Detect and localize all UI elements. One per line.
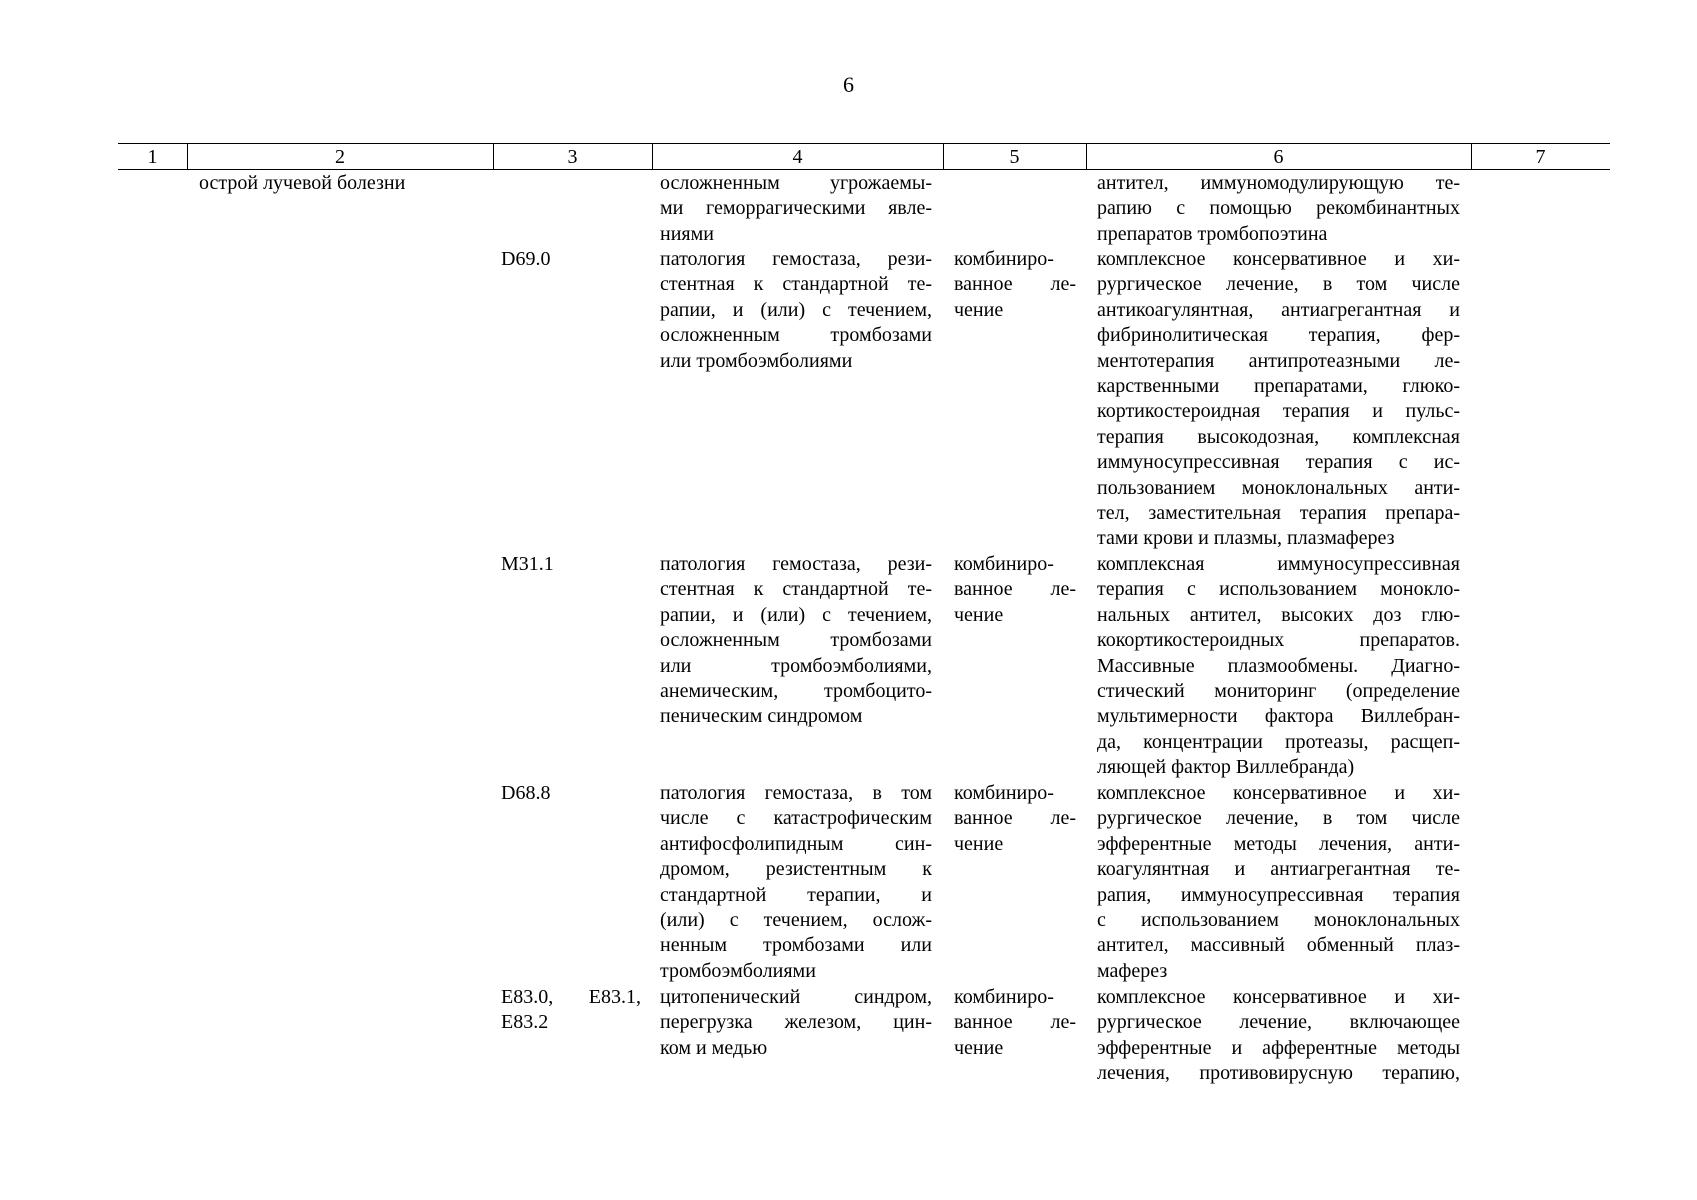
text-line: стентная к стандартной те- [660,578,932,601]
text-line: осложненным тромбозами [660,629,932,652]
text-line: ляющей фактор Виллебранда) [1097,756,1355,779]
text-line: (или) с течением, ослож- [660,908,932,931]
text-line: ванное ле- [954,273,1076,296]
icd-code-cell [501,781,641,806]
text-line: ванное ле- [954,1011,1076,1034]
text-line: патология гемостаза, рези- [660,553,932,575]
text-line: кортикостероидная терапия и пульс- [1097,400,1460,423]
text-line: чение [954,1036,1004,1059]
text-line: нальных антител, высоких доз глю- [1097,603,1460,626]
column-number: 6 [1273,146,1284,168]
text-line: острой лучевой болезни [199,172,406,194]
icd-code-cell [501,552,641,577]
text-line: стентная к стандартной те- [660,273,932,296]
text-line: антител, массивный обменный плаз- [1097,934,1460,957]
text-line: M31.1 [501,553,554,575]
text-line: чение [954,298,1004,321]
page-number: 6 [843,72,854,97]
method-cell [1097,781,1460,984]
condition-cell [660,552,932,730]
treatment-type-cell [954,985,1076,1061]
text-line: ванное ле- [954,578,1076,601]
text-line: ванное ле- [954,807,1076,830]
text-line: ми геморрагическими явле- [660,197,932,220]
text-line: терапия высокодозная, комплексная [1097,425,1460,448]
text-line: анемическим, тромбоцито- [660,679,932,702]
text-line: стический мониторинг (определение [1097,679,1460,702]
icd-code-cell [501,985,641,1036]
text-line: комбиниро- [954,782,1054,804]
text-line: рапию с помощью рекомбинантных [1097,197,1460,220]
text-line: рургическое лечение, включающее [1097,1011,1460,1034]
column-number: 1 [147,146,158,168]
text-line: комбиниро- [954,248,1054,270]
text-line: антифосфолипидным син- [660,832,932,855]
text-line: с использованием моноклональных [1097,908,1460,931]
header-top-rule [118,143,1610,144]
condition-cell [660,171,932,247]
condition-cell [660,985,932,1061]
text-line: Массивные плазмообмены. Диагно- [1097,654,1460,677]
text-line: тромбоэмболиями [660,959,816,982]
text-line: комбиниро- [954,986,1054,1008]
condition-cell [660,781,932,984]
text-line: осложненным тромбозами [660,324,932,347]
text-line: терапия с использованием монокло- [1097,578,1460,601]
treatment-type-cell [954,247,1076,323]
text-line: числе с катастрофическим [660,807,932,830]
text-line: иммуносупрессивная терапия с ис- [1097,451,1460,474]
text-line: комплексное консервативное и хи- [1097,248,1460,270]
text-line: чение [954,832,1004,855]
treatment-type-cell [954,781,1076,857]
column-number: 3 [567,146,578,168]
icd-code-cell [501,247,641,272]
text-line: пеническим синдромом [660,705,863,728]
text-line: дромом, резистентным к [660,858,932,881]
text-line: D68.8 [501,782,551,804]
text-line: коагулянтная и антиагрегантная те- [1097,858,1460,881]
column-number: 2 [335,146,345,168]
text-line: осложненным угрожаемы- [660,172,932,194]
method-cell [1097,247,1460,552]
text-line: тами крови и плазмы, плазмаферез [1097,527,1395,550]
text-line: тел, заместительная терапия препара- [1097,501,1460,524]
text-line: карственными препаратами, глюко- [1097,374,1460,397]
text-line: стандартной терапии, и [660,883,932,906]
text-line: E83.2 [501,1011,549,1034]
header-bottom-rule [118,169,1610,170]
text-line: фибринолитическая терапия, фер- [1097,324,1460,347]
column-number: 7 [1535,146,1546,168]
method-cell [1097,985,1460,1087]
method-cell [1097,171,1460,247]
text-line: комплексная иммуносупрессивная [1097,553,1460,575]
text-line: маферез [1097,959,1168,982]
treatment-type-cell [954,552,1076,628]
text-line: ненным тромбозами или [660,934,932,957]
text-line: рапия, иммуносупрессивная терапия [1097,883,1460,906]
text-line: ниями [660,222,714,245]
text-line: или тромбоэмболиями [660,349,853,372]
text-line: да, концентрации протеазы, расщеп- [1097,730,1460,753]
text-line: патология гемостаза, в том [660,782,932,804]
text-line: перегрузка железом, цин- [660,1011,932,1034]
text-line: ком и медью [660,1036,768,1059]
text-line: лечения, противовирусную терапию, [1097,1062,1460,1085]
text-line: ментотерапия антипротеазными ле- [1097,349,1460,372]
text-line: эфферентные методы лечения, анти- [1097,832,1460,855]
column-number: 4 [792,146,803,168]
condition-cell [660,247,932,374]
text-line: рургическое лечение, в том числе [1097,273,1460,296]
text-line: мультимерности фактора Виллебран- [1097,705,1460,728]
text-line: комплексное консервативное и хи- [1097,782,1460,804]
text-line: рургическое лечение, в том числе [1097,807,1460,830]
text-line: патология гемостаза, рези- [660,248,932,270]
text-line: рапии, и (или) с течением, [660,603,932,626]
text-line: цитопенический синдром, [660,986,932,1008]
text-line: пользованием моноклональных анти- [1097,476,1460,499]
text-line: E83.0, E83.1, [501,986,641,1008]
text-line: препаратов тромбопоэтина [1097,222,1328,245]
text-line: комплексное консервативное и хи- [1097,986,1460,1008]
text-line: антикоагулянтная, антиагрегантная и [1097,298,1460,321]
text-line: антител, иммуномодулирующую те- [1097,172,1460,194]
text-line: D69.0 [501,248,551,270]
method-cell [1097,552,1460,781]
text-line: эфферентные и афферентные методы [1097,1036,1460,1059]
text-line: комбиниро- [954,553,1054,575]
text-line: или тромбоэмболиями, [660,654,932,677]
text-line: чение [954,603,1004,626]
disease-name [199,171,489,196]
column-number: 5 [1009,146,1020,168]
text-line: кокортикостероидных препаратов. [1097,629,1460,652]
text-line: рапии, и (или) с течением, [660,298,932,321]
